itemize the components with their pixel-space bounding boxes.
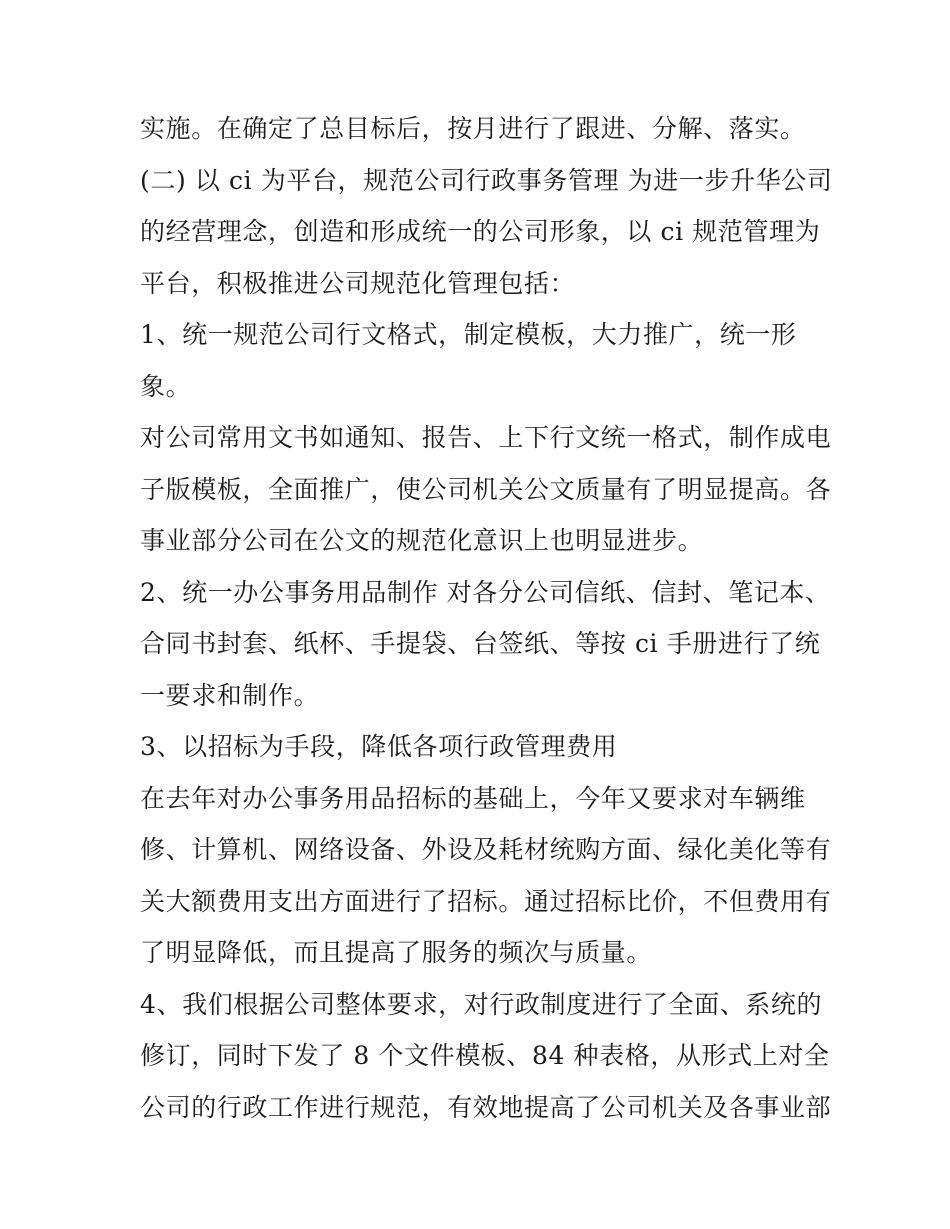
text-line: 修订，同时下发了 8 个文件模板、84 种表格，从形式上对全 — [140, 1041, 830, 1070]
text-line: 3、以招标为手段，降低各项行政管理费用 — [140, 732, 618, 761]
text-line: 对公司常用文书如通知、报告、上下行文统一格式，制作成电 — [140, 423, 832, 452]
text-line: 事业部分公司在公文的规范化意识上也明显进步。 — [140, 526, 704, 555]
text-line: 象。 — [140, 371, 192, 401]
text-line: (二) 以 ci 为平台，规范公司行政事务管理 为进一步升华公司 — [140, 165, 833, 195]
text-line: 4、我们根据公司整体要求，对行政制度进行了全面、系统的 — [140, 989, 823, 1019]
text-line: 公司的行政工作进行规范，有效地提高了公司机关及各事业部 — [140, 1092, 832, 1122]
text-line: 的经营理念，创造和形成统一的公司形象，以 ci 规范管理为 — [140, 217, 821, 246]
text-line: 在去年对办公事务用品招标的基础上，今年又要求对车辆维 — [140, 783, 806, 813]
text-line: 修、计算机、网络设备、外设及耗材统购方面、绿化美化等有 — [140, 835, 832, 864]
document-body — [140, 103, 833, 1133]
text-line: 关大额费用支出方面进行了招标。通过招标比价，不但费用有 — [140, 886, 832, 916]
text-line: 1、统一规范公司行文格式，制定模板，大力推广，统一形 — [140, 320, 797, 349]
text-line: 平台，积极推进公司规范化管理包括： — [140, 268, 576, 298]
text-line: 2、统一办公事务用品制作 对各分公司信纸、信封、笔记本、 — [140, 577, 831, 607]
text-line: 子版模板，全面推广，使公司机关公文质量有了明显提高。各 — [140, 474, 832, 504]
text-line: 合同书封套、纸杯、手提袋、台签纸、等按 ci 手册进行了统 — [140, 629, 821, 658]
text-line: 一要求和制作。 — [140, 680, 320, 710]
text-line: 了明显降低，而且提高了服务的频次与质量。 — [140, 938, 653, 967]
text-line: 实施。在确定了总目标后，按月进行了跟进、分解、落实。 — [140, 114, 806, 143]
